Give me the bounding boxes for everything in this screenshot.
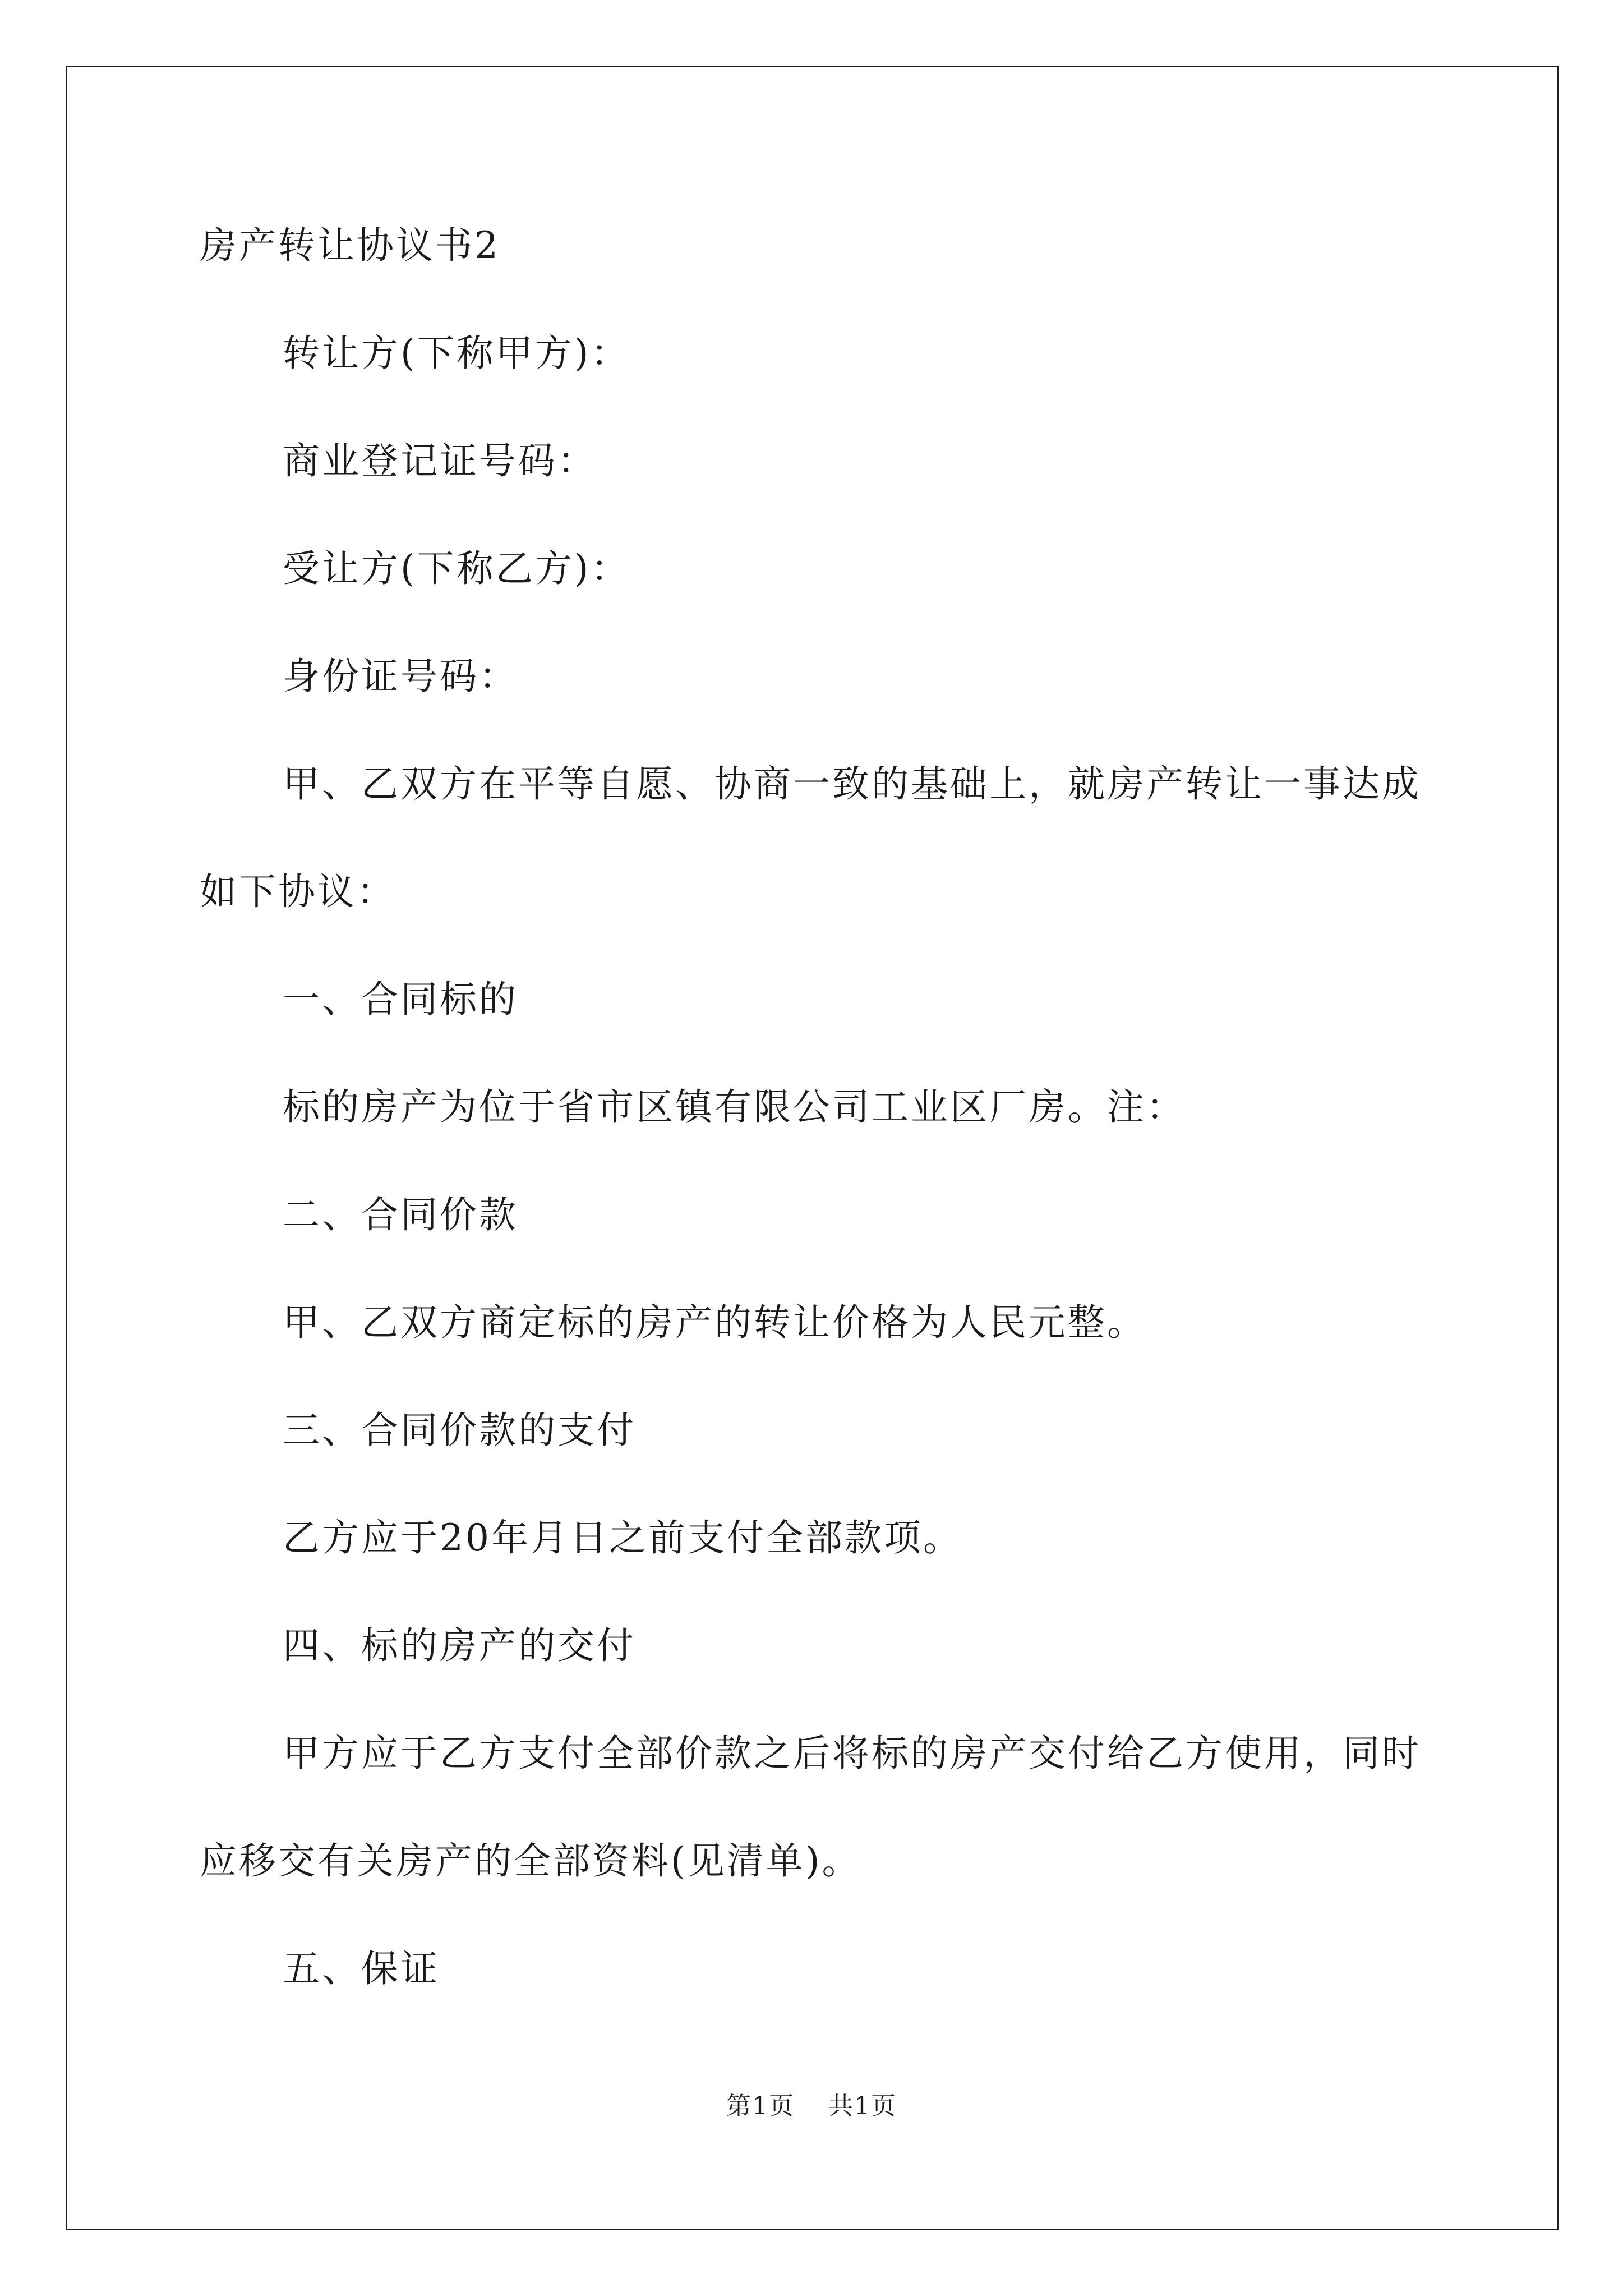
section-heading-subject: 一、合同标的 <box>283 978 518 1021</box>
paragraph-payment: 乙方应于20年月日之前支付全部款项。 <box>283 1516 962 1559</box>
section-heading-guarantee: 五、保证 <box>283 1947 440 1990</box>
document-body <box>200 219 1433 2050</box>
paragraph-transferee: 受让方(下称乙方)： <box>283 547 630 590</box>
section-heading-delivery: 四、标的房产的交付 <box>283 1624 636 1667</box>
page-number-current: 第1页 <box>726 2092 795 2120</box>
section-heading-payment: 三、合同价款的支付 <box>283 1409 636 1452</box>
paragraph-subject-property: 标的房产为位于省市区镇有限公司工业区厂房。注： <box>283 1085 1186 1129</box>
document-title: 房产转让协议书2 <box>200 224 500 267</box>
paragraph-price: 甲、乙双方商定标的房产的转让价格为人民元整。 <box>283 1301 1146 1344</box>
paragraph-id-number: 身份证号码： <box>283 655 518 698</box>
paragraph-agreement-intro: 甲、乙双方在平等自愿、协商一致的基础上，就房产转让一事达成如下协议： <box>200 762 1421 913</box>
section-heading-price: 二、合同价款 <box>283 1193 518 1236</box>
paragraph-business-registration: 商业登记证号码： <box>283 439 597 482</box>
page-footer <box>0 2090 1623 2123</box>
paragraph-delivery: 甲方应于乙方支付全部价款之后将标的房产交付给乙方使用，同时应移交有关房产的全部资料(见清单)。 <box>200 1732 1421 1883</box>
page-number-total: 共1页 <box>828 2092 897 2120</box>
paragraph-transferor: 转让方(下称甲方)： <box>283 332 630 375</box>
